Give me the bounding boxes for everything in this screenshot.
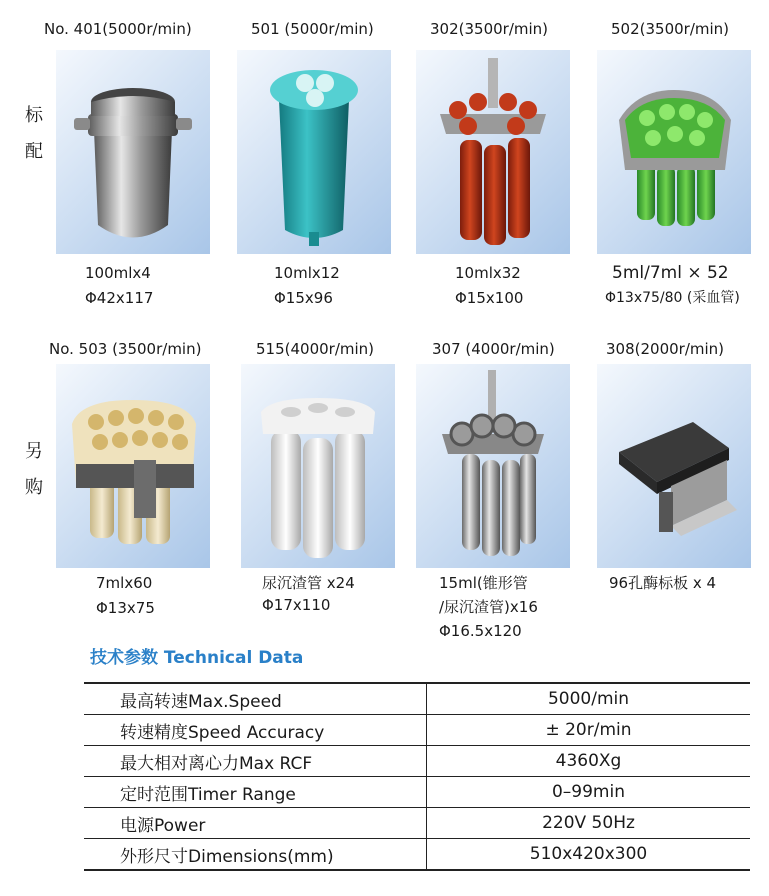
spec-key: 电源Power: [84, 808, 427, 839]
item-capacity: 10mlx12: [274, 264, 340, 282]
item-title: No. 401(5000r/min): [44, 20, 192, 38]
item-capacity-note: /尿沉渣管)x16: [439, 598, 538, 616]
item-title: 302(3500r/min): [430, 20, 549, 38]
white-tube-holder-image: [241, 364, 395, 568]
item-dimension: Φ13x75: [96, 599, 155, 617]
spec-key: 外形尺寸Dimensions(mm): [84, 839, 427, 871]
item-capacity: 7mlx60: [96, 574, 153, 592]
spec-value: ± 20r/min: [427, 715, 751, 746]
spec-key: 最大相对离心力Max RCF: [84, 746, 427, 777]
spec-value: 220V 50Hz: [427, 808, 751, 839]
spec-key: 转速精度Speed Accuracy: [84, 715, 427, 746]
stainless-steel-cup-image: [56, 50, 210, 254]
row-label-char: 配: [25, 141, 43, 162]
spec-value: 0–99min: [427, 777, 751, 808]
spec-key: 定时范围Timer Range: [84, 777, 427, 808]
item-title: 515(4000r/min): [256, 340, 375, 358]
item-title: 502(3500r/min): [611, 20, 730, 38]
table-row: [84, 839, 750, 871]
table-row: [84, 808, 750, 839]
item-dimension: Φ16.5x120: [439, 622, 522, 640]
item-title: 501 (5000r/min): [251, 20, 374, 38]
row-label-char: 标: [25, 105, 43, 126]
item-capacity: 5ml/7ml × 52: [612, 263, 729, 283]
green-tube-adapter-image: [597, 50, 751, 254]
item-dimension: Φ17x110: [262, 596, 331, 614]
technical-data-title: 技术参数 Technical Data: [90, 648, 304, 668]
item-capacity: 96孔酶标板 x 4: [609, 574, 717, 592]
row-label-optional: [22, 434, 46, 506]
row-label-standard: [22, 98, 46, 170]
item-dimension: Φ15x100: [455, 289, 524, 307]
item-capacity: 100mlx4: [85, 264, 151, 282]
item-capacity: 15ml(锥形管: [439, 574, 528, 592]
microplate-carrier-image: [597, 364, 751, 568]
table-row: [84, 683, 750, 715]
item-title: No. 503 (3500r/min): [49, 340, 202, 358]
cream-tube-adapter-image: [56, 364, 210, 568]
item-dimension: Φ42x117: [85, 289, 154, 307]
spec-value: 510x420x300: [427, 839, 751, 871]
item-capacity: 10mlx32: [455, 264, 521, 282]
spec-value: 5000/min: [427, 683, 751, 715]
item-title: 308(2000r/min): [606, 340, 725, 358]
teal-tube-holder-image: [237, 50, 391, 254]
red-tube-rack-image: [416, 50, 570, 254]
item-capacity: 尿沉渣管 x24: [262, 574, 355, 592]
row-label-char: 另: [25, 441, 43, 462]
table-row: [84, 746, 750, 777]
item-dimension: Φ15x96: [274, 289, 333, 307]
steel-tube-rack-image: [416, 364, 570, 568]
item-title: 307 (4000r/min): [432, 340, 555, 358]
spec-value: 4360Xg: [427, 746, 751, 777]
table-row: [84, 715, 750, 746]
table-row: [84, 777, 750, 808]
spec-key: 最高转速Max.Speed: [84, 683, 427, 715]
technical-data-table: [84, 682, 750, 871]
item-dimension: Φ13x75/80 (采血管): [605, 290, 740, 306]
row-label-char: 购: [25, 477, 43, 498]
